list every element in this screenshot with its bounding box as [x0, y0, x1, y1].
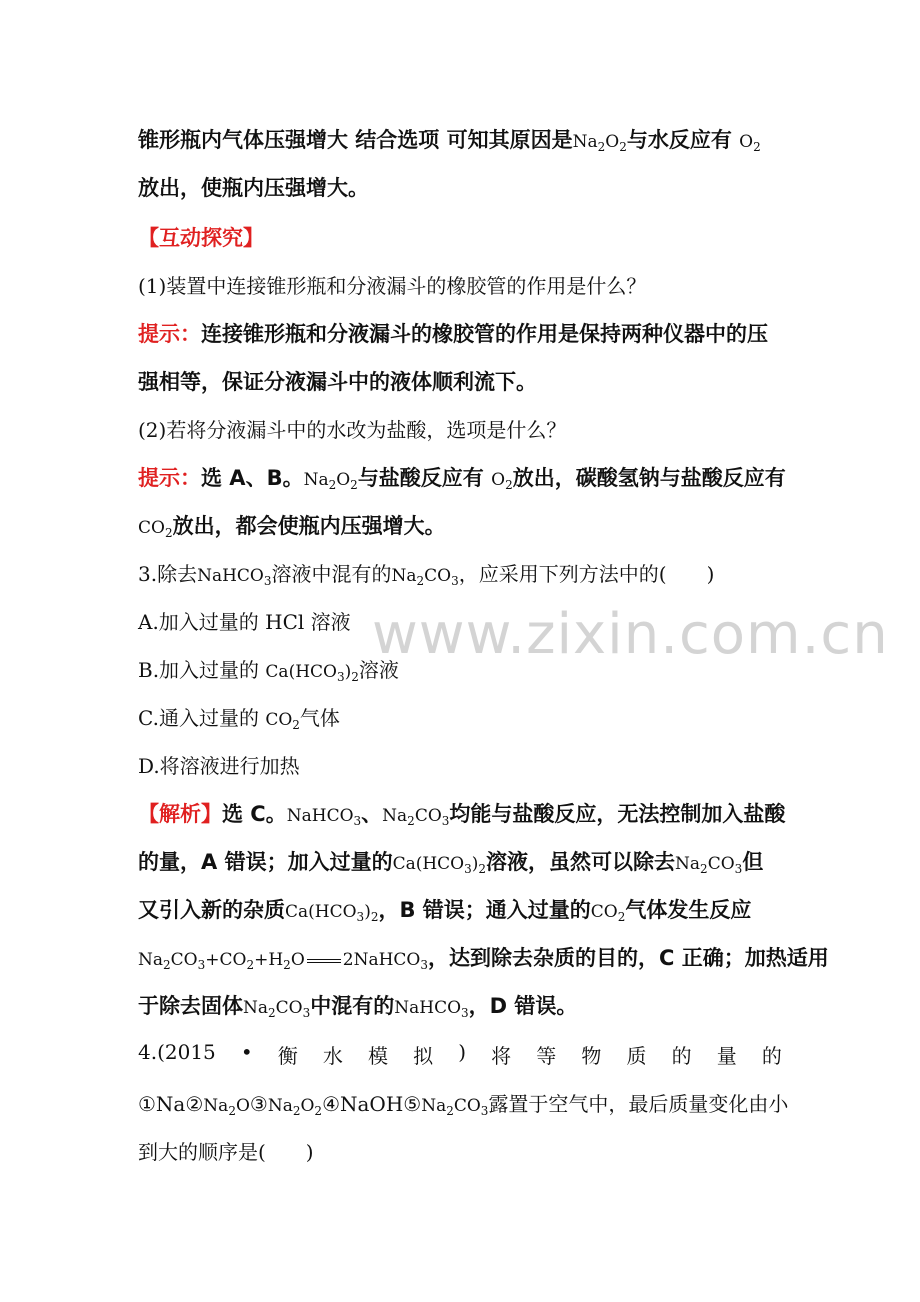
option-c	[138, 702, 782, 731]
text: 锥形瓶内气体压强增大 结合选项 可知其原因是	[138, 128, 573, 152]
q4-token: 等	[536, 1044, 557, 1068]
text: ，达到除去杂质的目的，C 正确；加热适用	[428, 946, 829, 970]
formula-na2co3: $Na_2CO_3$	[675, 854, 743, 876]
text: 中混有的	[310, 994, 395, 1018]
formula-nahco3: NaHCO$_3$	[394, 998, 469, 1020]
reaction-equation: $Na_2CO_3+CO_2+H_2O$ 2NaHCO$_3$	[138, 950, 428, 972]
formula-ca-hco3-2: $Ca(HCO_3)_2$	[392, 854, 487, 876]
analysis-line	[138, 846, 782, 876]
q4-token: 衡	[277, 1044, 298, 1068]
text: 连接锥形瓶和分液漏斗的橡胶管的作用是保持两种仪器中的压	[201, 322, 768, 346]
text: ，D 错误。	[468, 994, 578, 1018]
q4-token: 量	[716, 1044, 737, 1068]
text: ③	[249, 1092, 268, 1116]
option-d: D.将溶液进行加热	[138, 754, 300, 778]
formula-na2co3: $Na_2CO_3$	[391, 566, 459, 588]
text: 于除去固体	[138, 994, 243, 1018]
q4-token: 将	[491, 1044, 512, 1068]
text: 但	[742, 850, 764, 874]
formula-o2: $O_2$	[491, 470, 513, 492]
text: 气体	[299, 706, 340, 730]
question-1: (1)装置中连接锥形瓶和分液漏斗的橡胶管的作用是什么？	[138, 274, 647, 298]
text: 放出，都会使瓶内压强增大。	[172, 514, 446, 538]
formula-co2: $CO_2$	[265, 710, 300, 732]
question-2: (2)若将分液漏斗中的水改为盐酸，选项是什么？	[138, 418, 567, 442]
q4-token: 4.(2015	[138, 1040, 216, 1064]
watermark: www.zixin.com.cn	[372, 602, 889, 667]
text: 的量，A 错误；加入过量的	[138, 850, 393, 874]
text: 3.除去	[138, 562, 198, 586]
tip-label: 提示：	[138, 466, 201, 490]
option-a: A.加入过量的 HCl 溶液	[138, 610, 351, 634]
text: 、	[361, 802, 383, 826]
formula-na2co3: $Na_2CO_3$	[243, 998, 311, 1020]
q4-token: 物	[581, 1044, 602, 1068]
formula-na2co3: $Na_2CO_3$	[421, 1096, 489, 1118]
formula-o2: $O_2$	[739, 132, 761, 154]
formula-nahco3: NaHCO$_3$	[286, 806, 362, 828]
question-4-line	[138, 1088, 789, 1118]
text: B.加入过量的	[138, 658, 266, 682]
text: 选 C。	[222, 802, 287, 826]
formula-co2: $CO_2$	[590, 902, 626, 924]
formula-na2o: $Na_2O$	[203, 1096, 250, 1118]
text: 溶液中混有的	[271, 562, 392, 586]
text: 气体发生反应	[625, 898, 752, 922]
option-b	[138, 654, 782, 683]
text: 又引入新的杂质	[138, 898, 285, 922]
formula-ca-hco3-2: $Ca(HCO_3)_2$	[285, 902, 379, 924]
answer-1-line: 强相等，保证分液漏斗中的液体顺利流下。	[138, 370, 537, 394]
answer-2-line	[138, 462, 786, 492]
formula-co2: $CO_2$	[138, 518, 173, 540]
q4-token: 的	[761, 1044, 782, 1068]
text: 放出，碳酸氢钠与盐酸反应有	[512, 466, 786, 490]
q4-token: 拟	[413, 1044, 434, 1068]
formula-na2o2: $Na_2O_2$	[267, 1096, 323, 1118]
text: ，应采用下列方法中的( )	[458, 562, 715, 586]
q4-token: 模	[368, 1044, 389, 1068]
text: 与水反应有	[626, 128, 732, 152]
text: 露置于空气中，最后质量变化由小	[488, 1092, 789, 1116]
analysis-line	[138, 798, 786, 828]
text: C.通入过量的	[138, 706, 266, 730]
analysis-line	[138, 942, 829, 972]
question-4-line	[138, 1040, 782, 1069]
analysis-line	[138, 990, 782, 1020]
paragraph-line	[138, 124, 782, 154]
text: ①Na②	[138, 1092, 204, 1116]
text: ，B 错误；通入过量的	[378, 898, 591, 922]
text: 选 A、B。	[201, 466, 304, 490]
question-4-line: 到大的顺序是( )	[138, 1140, 314, 1164]
text: 均能与盐酸反应，无法控制加入盐酸	[449, 802, 786, 826]
formula-na2o2: $Na_2O_2$	[303, 470, 358, 492]
text: 溶液，虽然可以除去	[486, 850, 676, 874]
text: 与盐酸反应有	[357, 466, 484, 490]
formula-ca-hco3-2: $Ca(HCO_3)_2$	[265, 662, 359, 684]
q4-token: 的	[671, 1044, 692, 1068]
tip-label: 提示：	[138, 322, 201, 346]
text: ④NaOH⑤	[322, 1092, 422, 1116]
text: 溶液	[358, 658, 399, 682]
formula-na2co3: $Na_2CO_3$	[382, 806, 450, 828]
formula-na2o2: $Na_2O_2$	[572, 132, 627, 154]
analysis-label: 【解析】	[138, 802, 222, 826]
q4-token: •	[240, 1040, 253, 1064]
q4-token: )	[458, 1040, 467, 1064]
question-3	[138, 558, 782, 587]
q4-token: 水	[322, 1044, 343, 1068]
interactive-heading: 【互动探究】	[138, 226, 264, 250]
answer-2-line	[138, 510, 782, 540]
analysis-line	[138, 894, 782, 924]
formula-nahco3: NaHCO$_3$	[197, 566, 272, 588]
answer-1-line	[138, 318, 782, 348]
q4-token: 质	[626, 1044, 647, 1068]
paragraph-line: 放出，使瓶内压强增大。	[138, 176, 369, 200]
